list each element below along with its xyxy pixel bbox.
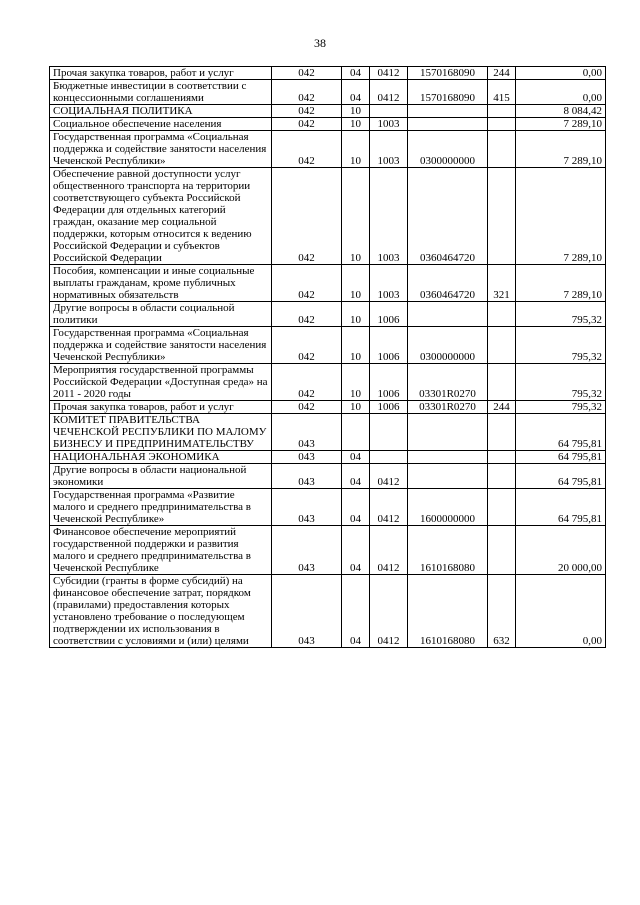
cell-subsection: 1006 [370,401,408,414]
cell-name: Другие вопросы в области социальной политики [50,302,272,327]
cell-subsection: 0412 [370,80,408,105]
cell-grbs: 042 [272,265,342,302]
table-row [50,327,606,364]
cell-grbs: 042 [272,401,342,414]
cell-section: 04 [342,451,370,464]
table-row [50,131,606,168]
cell-section [342,414,370,451]
cell-target-article: 1610168080 [408,575,488,648]
cell-expense-type [488,105,516,118]
cell-target-article [408,302,488,327]
cell-sum: 7 289,10 [516,118,606,131]
cell-sum: 0,00 [516,575,606,648]
cell-expense-type: 321 [488,265,516,302]
cell-section: 04 [342,464,370,489]
table-row [50,489,606,526]
cell-expense-type: 632 [488,575,516,648]
cell-target-article: 0360464720 [408,168,488,265]
cell-name: Обеспечение равной доступности услуг общественного транспорта на территории соответствующего субъекта Российской Федерации для отдельных категорий граждан, оказание мер социальной поддержки, которым относится к ведению Российской Федерации и субъектов Российской Федерации [50,168,272,265]
cell-sum: 7 289,10 [516,168,606,265]
cell-subsection: 0412 [370,464,408,489]
cell-expense-type [488,131,516,168]
cell-grbs: 042 [272,131,342,168]
cell-section: 04 [342,526,370,575]
cell-sum: 7 289,10 [516,131,606,168]
table-row [50,105,606,118]
cell-subsection: 1003 [370,131,408,168]
cell-grbs: 042 [272,327,342,364]
cell-grbs: 043 [272,575,342,648]
cell-name: Прочая закупка товаров, работ и услуг [50,401,272,414]
cell-subsection: 1006 [370,327,408,364]
cell-section: 10 [342,327,370,364]
cell-sum: 7 289,10 [516,265,606,302]
cell-target-article [408,464,488,489]
cell-name: Финансовое обеспечение мероприятий государственной поддержки и развития малого и среднего предпринимательства в Чеченской Республике [50,526,272,575]
cell-subsection: 1003 [370,118,408,131]
cell-name: Государственная программа «Социальная поддержка и содействие занятости населения Чеченской Республики» [50,327,272,364]
cell-grbs: 042 [272,80,342,105]
cell-target-article: 0360464720 [408,265,488,302]
cell-target-article: 1600000000 [408,489,488,526]
cell-name: СОЦИАЛЬНАЯ ПОЛИТИКА [50,105,272,118]
budget-table [49,66,606,648]
cell-expense-type [488,327,516,364]
table-row [50,575,606,648]
cell-expense-type: 244 [488,401,516,414]
cell-target-article: 03301R0270 [408,401,488,414]
table-row [50,364,606,401]
cell-grbs: 042 [272,364,342,401]
cell-name: Бюджетные инвестиции в соответствии с концессионными соглашениями [50,80,272,105]
cell-target-article [408,118,488,131]
cell-expense-type [488,526,516,575]
cell-expense-type [488,489,516,526]
table-body [50,67,606,648]
cell-name: Прочая закупка товаров, работ и услуг [50,67,272,80]
cell-target-article [408,105,488,118]
cell-sum: 8 084,42 [516,105,606,118]
table-row [50,414,606,451]
cell-expense-type [488,302,516,327]
cell-subsection: 1006 [370,364,408,401]
cell-target-article [408,451,488,464]
cell-target-article: 1570168090 [408,67,488,80]
cell-section: 04 [342,67,370,80]
cell-subsection [370,105,408,118]
cell-sum: 64 795,81 [516,414,606,451]
cell-section: 10 [342,131,370,168]
cell-subsection: 0412 [370,575,408,648]
cell-section: 10 [342,302,370,327]
cell-target-article: 1610168080 [408,526,488,575]
cell-grbs: 043 [272,489,342,526]
cell-expense-type [488,414,516,451]
cell-sum: 20 000,00 [516,526,606,575]
table-row [50,526,606,575]
cell-name: Государственная программа «Развитие малого и среднего предпринимательства в Чеченской Республике» [50,489,272,526]
cell-grbs: 043 [272,414,342,451]
cell-sum: 64 795,81 [516,464,606,489]
cell-name: КОМИТЕТ ПРАВИТЕЛЬСТВА ЧЕЧЕНСКОЙ РЕСПУБЛИКИ ПО МАЛОМУ БИЗНЕСУ И ПРЕДПРИНИМАТЕЛЬСТВУ [50,414,272,451]
page-number: 38 [314,36,326,50]
cell-expense-type: 244 [488,67,516,80]
cell-name: НАЦИОНАЛЬНАЯ ЭКОНОМИКА [50,451,272,464]
cell-name: Государственная программа «Социальная поддержка и содействие занятости населения Чеченской Республики» [50,131,272,168]
cell-sum: 0,00 [516,67,606,80]
cell-sum: 0,00 [516,80,606,105]
cell-section: 04 [342,489,370,526]
cell-grbs: 042 [272,67,342,80]
cell-name: Субсидии (гранты в форме субсидий) на финансовое обеспечение затрат, порядком (правилами) предоставления которых установлено требование о последующем подтверждении их использования в соответствии с условиями и (или) целями [50,575,272,648]
cell-grbs: 042 [272,302,342,327]
cell-subsection: 0412 [370,67,408,80]
cell-expense-type [488,364,516,401]
table-row [50,265,606,302]
cell-section: 10 [342,265,370,302]
cell-name: Социальное обеспечение населения [50,118,272,131]
cell-target-article: 03301R0270 [408,364,488,401]
cell-section: 10 [342,401,370,414]
table-row [50,118,606,131]
cell-grbs: 042 [272,105,342,118]
cell-grbs: 043 [272,526,342,575]
cell-subsection: 1003 [370,265,408,302]
cell-sum: 795,32 [516,401,606,414]
cell-expense-type: 415 [488,80,516,105]
table-row [50,464,606,489]
cell-target-article: 0300000000 [408,131,488,168]
cell-subsection [370,414,408,451]
cell-name: Другие вопросы в области национальной экономики [50,464,272,489]
cell-target-article: 1570168090 [408,80,488,105]
cell-section: 10 [342,168,370,265]
table-row [50,302,606,327]
cell-expense-type [488,118,516,131]
cell-grbs: 043 [272,451,342,464]
cell-sum: 64 795,81 [516,451,606,464]
cell-subsection: 1006 [370,302,408,327]
table-row [50,451,606,464]
table-row [50,80,606,105]
cell-subsection: 1003 [370,168,408,265]
cell-sum: 795,32 [516,364,606,401]
cell-expense-type [488,168,516,265]
cell-subsection: 0412 [370,526,408,575]
cell-section: 10 [342,364,370,401]
cell-subsection: 0412 [370,489,408,526]
cell-expense-type [488,464,516,489]
table-row [50,168,606,265]
cell-grbs: 042 [272,168,342,265]
cell-section: 10 [342,118,370,131]
cell-target-article: 0300000000 [408,327,488,364]
cell-sum: 795,32 [516,302,606,327]
cell-sum: 64 795,81 [516,489,606,526]
cell-sum: 795,32 [516,327,606,364]
cell-subsection [370,451,408,464]
table-row [50,67,606,80]
cell-name: Пособия, компенсации и иные социальные выплаты гражданам, кроме публичных нормативных обязательств [50,265,272,302]
cell-section: 04 [342,80,370,105]
cell-grbs: 043 [272,464,342,489]
cell-section: 04 [342,575,370,648]
cell-expense-type [488,451,516,464]
cell-name: Мероприятия государственной программы Российской Федерации «Доступная среда» на 2011 - 2020 годы [50,364,272,401]
cell-target-article [408,414,488,451]
table-row [50,401,606,414]
cell-grbs: 042 [272,118,342,131]
cell-section: 10 [342,105,370,118]
